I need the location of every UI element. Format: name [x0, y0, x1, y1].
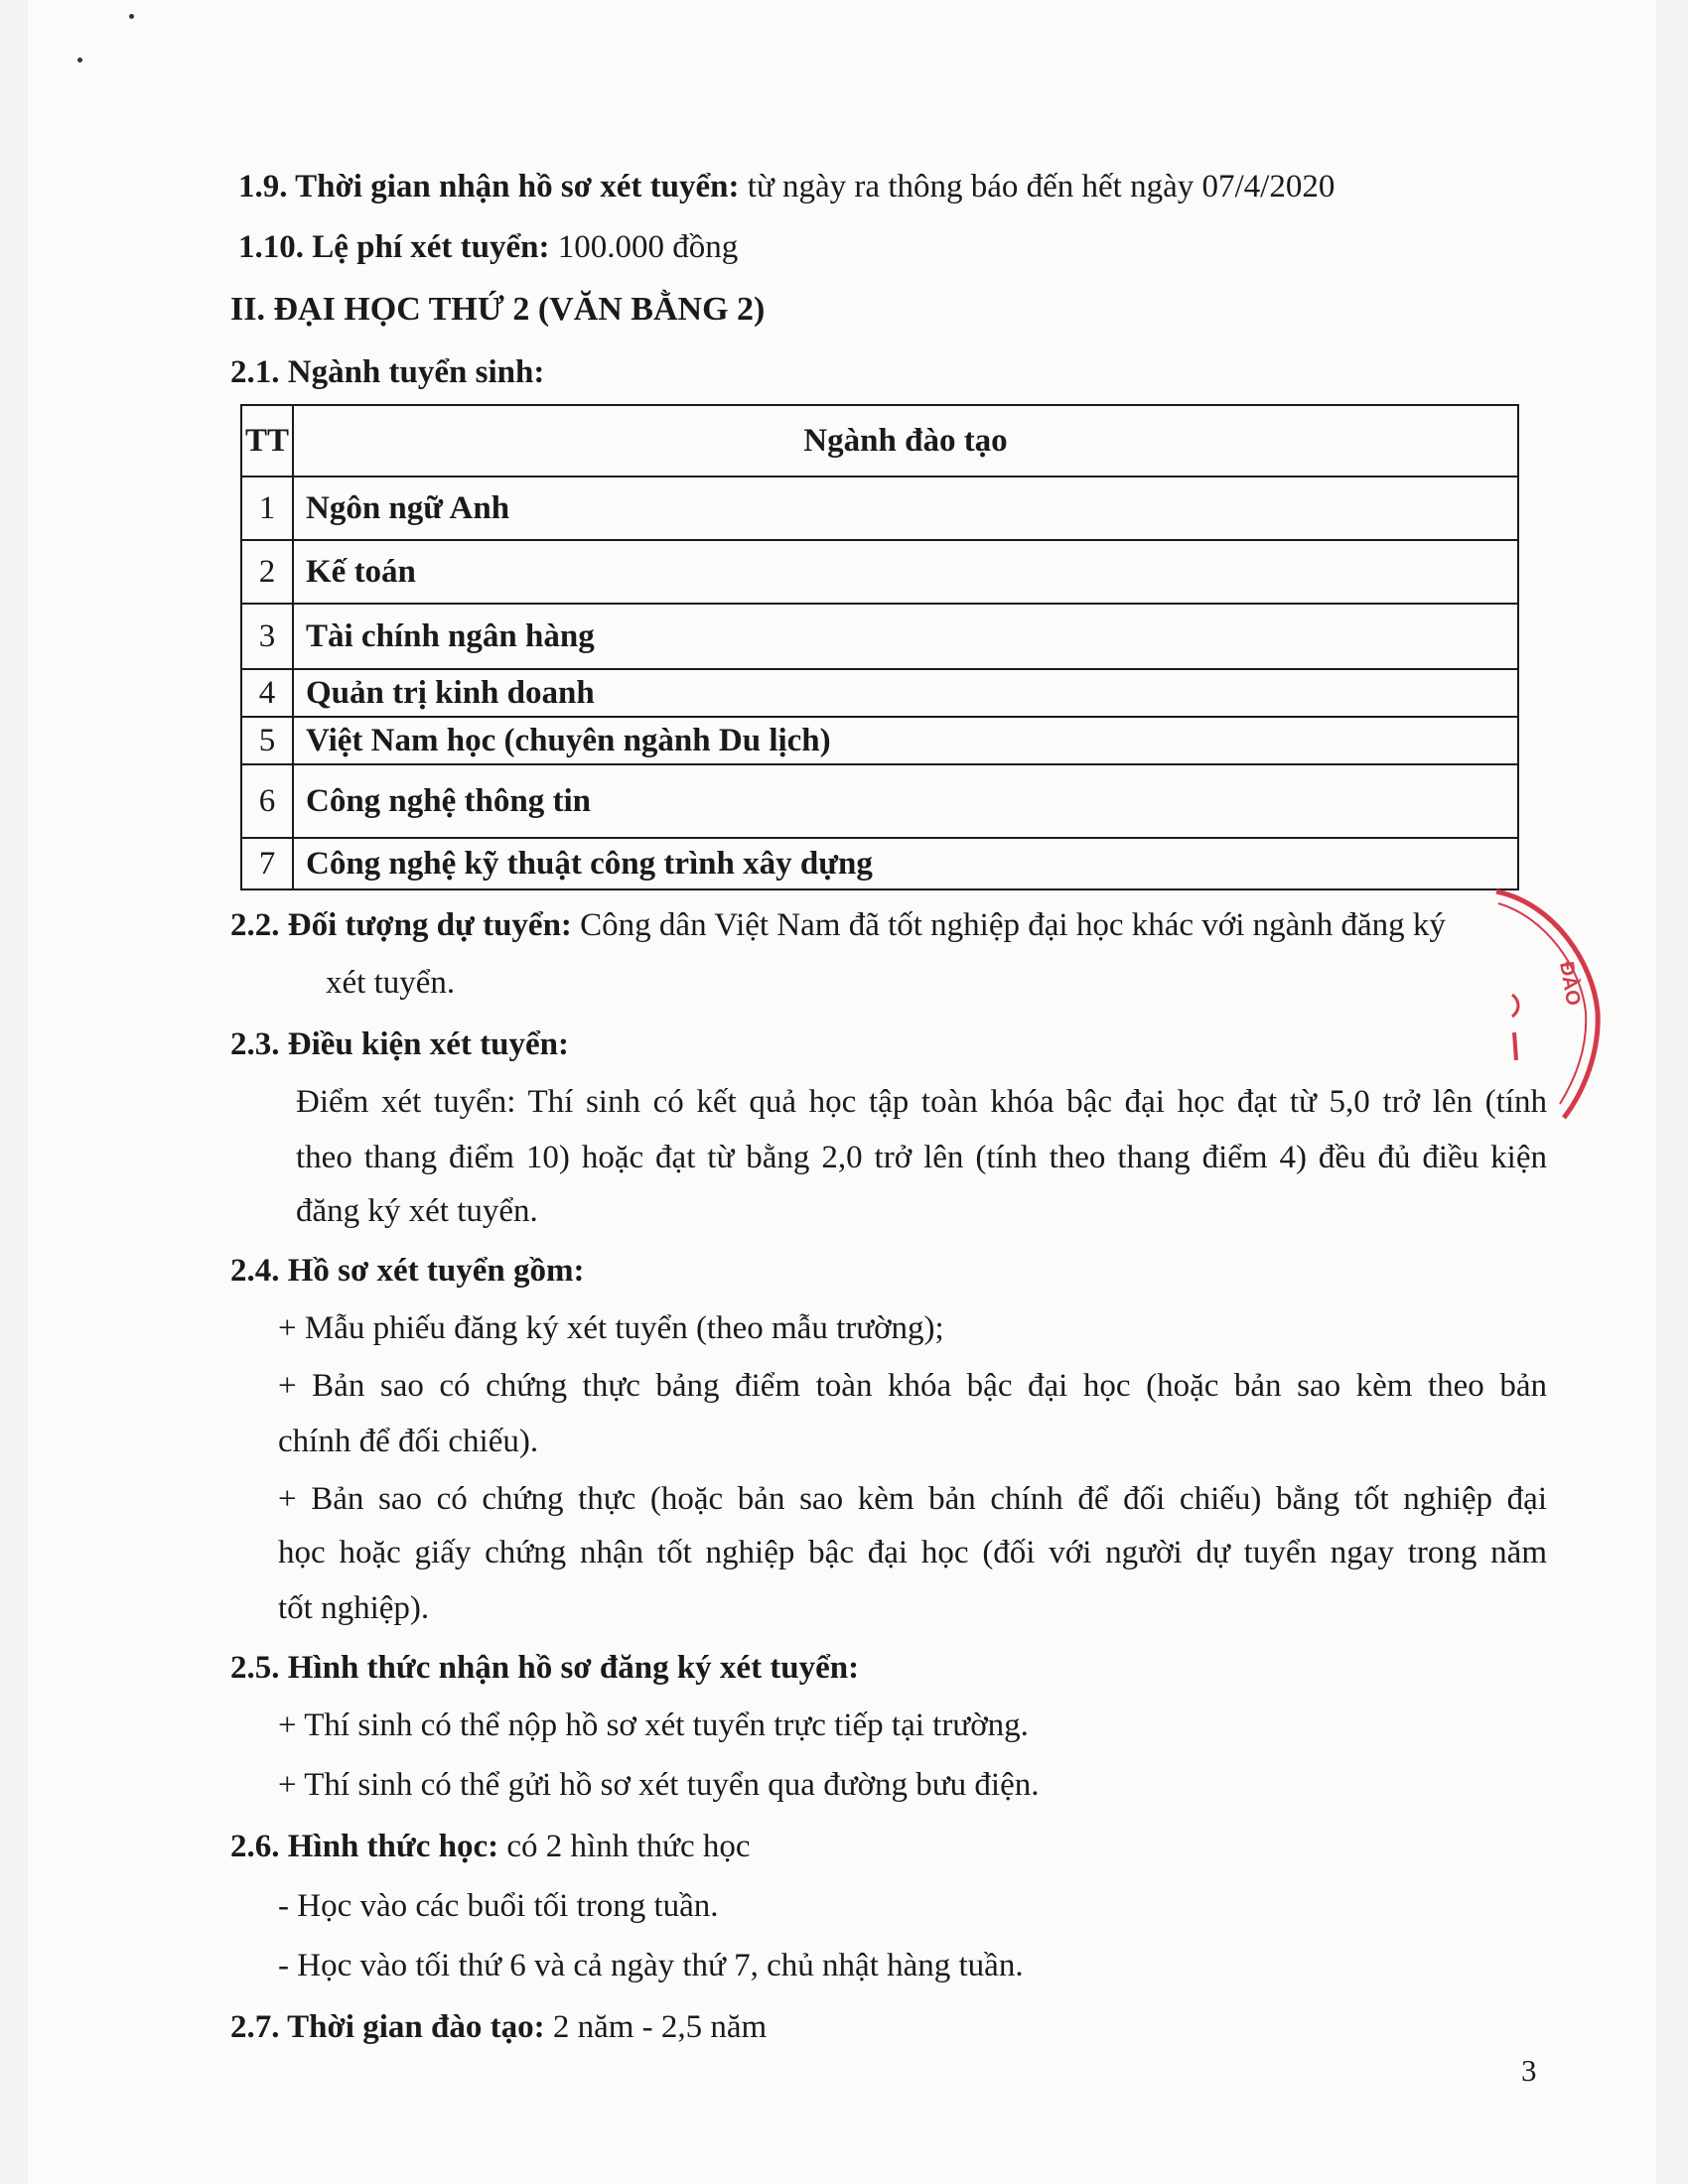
item-2-6 [230, 1827, 751, 1866]
item-2-2-line1: Công dân Việt Nam đã tốt nghiệp đại học khác với ngành đăng ký [571, 907, 1446, 943]
row-major: Việt Nam học (chuyên ngành Du lịch) [293, 717, 1518, 764]
page-number: 3 [1521, 2053, 1537, 2088]
item-2-6-label: 2.6. Hình thức học: [230, 1829, 499, 1864]
item-2-2-label: 2.2. Đối tượng dự tuyển: [230, 907, 572, 943]
red-seal-stamp [1494, 884, 1604, 1122]
row-major: Tài chính ngân hàng [293, 604, 1518, 669]
header-tt: TT [241, 405, 293, 477]
seal-mark [1512, 995, 1518, 1017]
table-row [241, 669, 1518, 717]
item-2-1-label: 2.1. Ngành tuyển sinh: [230, 354, 545, 390]
row-major: Công nghệ kỹ thuật công trình xây dựng [293, 838, 1518, 889]
table-row [241, 764, 1518, 838]
item-2-7-label: 2.7. Thời gian đào tạo: [230, 2009, 545, 2045]
item-2-5-label: 2.5. Hình thức nhận hồ sơ đăng ký xét tuyển: [230, 1650, 860, 1686]
table-row [241, 838, 1518, 889]
row-tt: 1 [241, 477, 293, 540]
item-1-10-text: 100.000 đồng [549, 229, 739, 265]
item-2-3-line3: đăng ký xét tuyển. [296, 1193, 538, 1229]
table-header-row [241, 405, 1518, 477]
seal-text: ĐÀO [1555, 960, 1585, 1008]
row-tt: 4 [241, 669, 293, 717]
row-tt: 7 [241, 838, 293, 889]
item-1-9-text: từ ngày ra thông báo đến hết ngày 07/4/2020 [739, 169, 1336, 205]
item-2-2 [230, 905, 1446, 945]
item-2-3-label: 2.3. Điều kiện xét tuyển: [230, 1026, 569, 1062]
item-2-6-mode2: - Học vào tối thứ 6 và cả ngày thứ 7, chủ nhật hàng tuần. [278, 1948, 1024, 1983]
item-2-4-doc1: + Mẫu phiếu đăng ký xét tuyển (theo mẫu trường); [278, 1310, 944, 1346]
row-major: Ngôn ngữ Anh [293, 477, 1518, 540]
item-2-4-doc3-line2: học hoặc giấy chứng nhận tốt nghiệp bậc đại học (đối với người dự tuyển ngay trong năm [278, 1535, 1547, 1570]
item-2-7-text: 2 năm - 2,5 năm [544, 2009, 768, 2045]
item-2-3-line1: Điểm xét tuyển: Thí sinh có kết quả học tập toàn khóa bậc đại học đạt từ 5,0 trở lên (tính [296, 1084, 1547, 1120]
item-1-9-label: 1.9. Thời gian nhận hồ sơ xét tuyển: [238, 169, 740, 205]
row-major: Kế toán [293, 540, 1518, 604]
item-1-10-label: 1.10. Lệ phí xét tuyển: [238, 229, 550, 265]
header-major: Ngành đào tạo [293, 405, 1518, 477]
row-tt: 3 [241, 604, 293, 669]
table-row [241, 540, 1518, 604]
item-2-4-doc2-line1: + Bản sao có chứng thực bảng điểm toàn khóa bậc đại học (hoặc bản sao kèm theo bản [278, 1368, 1547, 1404]
row-tt: 5 [241, 717, 293, 764]
item-2-6-text: có 2 hình thức học [498, 1829, 751, 1864]
row-major: Quản trị kinh doanh [293, 669, 1518, 717]
item-2-5-method1: + Thí sinh có thể nộp hồ sơ xét tuyển trực tiếp tại trường. [278, 1707, 1029, 1743]
seal-outer-arc [1496, 891, 1598, 1118]
section-2-title: II. ĐẠI HỌC THỨ 2 (VĂN BẰNG 2) [230, 291, 766, 328]
item-1-10 [238, 227, 738, 267]
table-row [241, 717, 1518, 764]
item-2-4-doc2-line2: chính để đối chiếu). [278, 1424, 539, 1459]
row-tt: 2 [241, 540, 293, 604]
table-row [241, 477, 1518, 540]
scan-speck [129, 14, 134, 19]
table-row [241, 604, 1518, 669]
item-2-3-line2: theo thang điểm 10) hoặc đạt từ bằng 2,0 trở lên (tính theo thang điểm 4) đều đủ điều kiện [296, 1140, 1547, 1175]
item-2-7 [230, 2007, 767, 2047]
item-2-4-doc3-line3: tốt nghiệp). [278, 1590, 430, 1626]
item-1-9 [238, 167, 1335, 206]
row-major: Công nghệ thông tin [293, 764, 1518, 838]
majors-table [240, 404, 1519, 890]
scan-speck [77, 58, 82, 63]
item-2-5-method2: + Thí sinh có thể gửi hồ sơ xét tuyển qua đường bưu điện. [278, 1767, 1040, 1803]
item-2-4-doc3-line1: + Bản sao có chứng thực (hoặc bản sao kèm bản chính để đối chiếu) bằng tốt nghiệp đại [278, 1481, 1547, 1517]
item-2-6-mode1: - Học vào các buổi tối trong tuần. [278, 1888, 719, 1924]
row-tt: 6 [241, 764, 293, 838]
seal-mark [1514, 1032, 1516, 1060]
item-2-2-line2: xét tuyển. [326, 965, 456, 1001]
item-2-4-label: 2.4. Hồ sơ xét tuyển gồm: [230, 1253, 585, 1289]
